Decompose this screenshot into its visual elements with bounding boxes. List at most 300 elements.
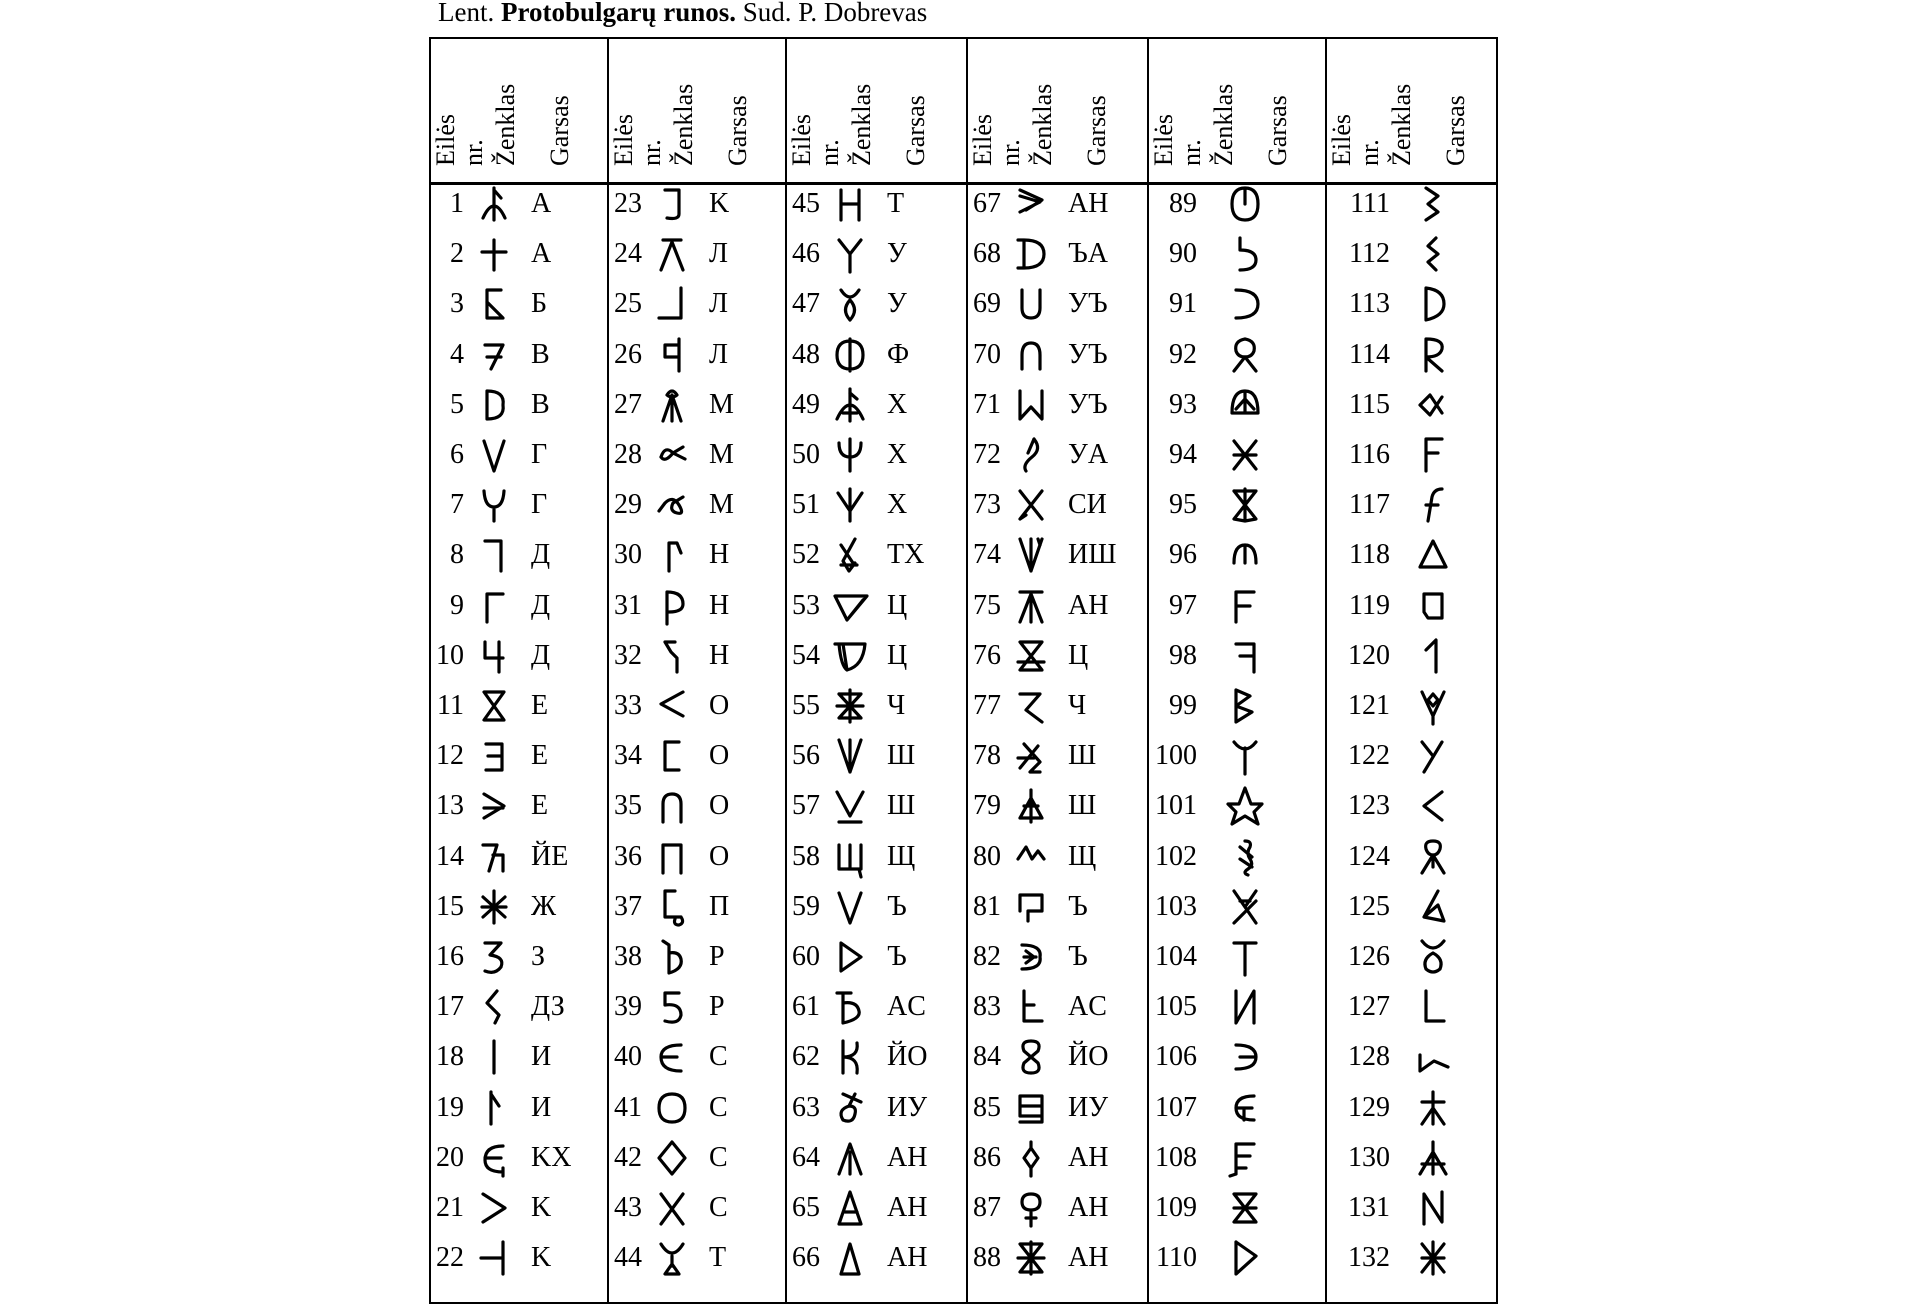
rune-44-icon-path xyxy=(661,1244,683,1274)
rune-sound: УЪ xyxy=(1068,388,1108,420)
rune-sound: AC xyxy=(1068,991,1107,1023)
rune-number: 69 xyxy=(973,288,1001,320)
table-row xyxy=(968,1133,1147,1183)
rune-128-icon-path xyxy=(1420,1055,1448,1071)
rune-number: 110 xyxy=(1156,1242,1197,1274)
rune-number: 68 xyxy=(973,238,1001,270)
rune-11-icon-path xyxy=(484,692,504,720)
rune-61-icon xyxy=(827,982,873,1032)
table-row xyxy=(787,832,966,882)
rune-33-icon-path xyxy=(661,692,683,716)
rune-sound: Л xyxy=(709,238,728,270)
rune-number: 118 xyxy=(1349,539,1390,571)
rune-123-icon xyxy=(1410,781,1456,831)
rune-77-icon-path xyxy=(1020,694,1042,722)
rune-22-icon-path xyxy=(481,1242,503,1274)
table-row xyxy=(431,1233,607,1283)
rune-number: 60 xyxy=(792,941,820,972)
rune-7-icon xyxy=(471,480,517,530)
rune-sound: Б xyxy=(531,288,548,320)
rune-number: 38 xyxy=(614,941,642,972)
column-group-6 xyxy=(1325,39,1496,1302)
rune-117-icon-path xyxy=(1426,489,1442,521)
caption-title: Protobulgarų runos. xyxy=(500,0,737,27)
table-row xyxy=(787,430,966,480)
rune-73-icon-path xyxy=(1020,491,1042,519)
rune-12-icon xyxy=(471,731,517,781)
rune-number: 23 xyxy=(614,188,642,219)
rune-9-icon-path xyxy=(487,594,503,622)
rune-sound: AH xyxy=(1068,1141,1109,1173)
rune-number: 59 xyxy=(792,890,820,922)
rune-number: 8 xyxy=(450,539,464,571)
rune-number: 121 xyxy=(1348,690,1390,721)
table-row xyxy=(1327,279,1496,329)
rune-35-icon xyxy=(649,781,695,831)
rune-number: 56 xyxy=(792,740,820,772)
rune-40-icon-path xyxy=(661,1045,681,1071)
rune-119-icon xyxy=(1410,581,1456,631)
table-row xyxy=(787,480,966,530)
rune-number: 39 xyxy=(614,991,642,1023)
rune-21-icon-path xyxy=(483,1194,505,1222)
rune-sound: ЪA xyxy=(1068,238,1108,270)
rune-24-icon-path xyxy=(661,240,683,270)
table-row xyxy=(431,1032,607,1082)
rune-75-icon-path xyxy=(1020,592,1042,622)
column-header xyxy=(1327,39,1496,185)
rune-number: 102 xyxy=(1155,840,1197,872)
table-row xyxy=(1327,581,1496,631)
rune-67-icon-path xyxy=(1020,190,1042,212)
rune-63-icon xyxy=(827,1083,873,1133)
table-row xyxy=(787,330,966,380)
rune-sound: ИУ xyxy=(1068,1091,1109,1123)
rune-number: 11 xyxy=(437,690,464,721)
rune-number: 20 xyxy=(436,1141,464,1173)
table-row xyxy=(609,731,785,781)
table-row xyxy=(1327,882,1496,932)
table-row xyxy=(787,530,966,580)
rune-15-icon-path xyxy=(482,891,506,923)
rune-number: 87 xyxy=(973,1192,1001,1223)
rune-number: 116 xyxy=(1349,439,1390,470)
rune-number: 76 xyxy=(973,639,1001,671)
table-row xyxy=(1327,681,1496,731)
rune-sound: X xyxy=(887,489,908,521)
table-row xyxy=(787,1133,966,1183)
rune-sound: Ъ xyxy=(887,941,907,972)
rune-66-icon xyxy=(827,1233,873,1283)
table-row xyxy=(787,982,966,1032)
rune-sound: Ъ xyxy=(1068,890,1088,922)
rune-sound: B xyxy=(531,338,550,370)
table-row xyxy=(431,430,607,480)
header-sign-label: Ženklas xyxy=(491,83,520,166)
rune-86-icon xyxy=(1008,1133,1054,1183)
rune-3-icon xyxy=(471,279,517,329)
rune-68-icon xyxy=(1008,229,1054,279)
table-row xyxy=(609,832,785,882)
rune-number: 1 xyxy=(450,188,464,219)
rune-93-icon-path xyxy=(1232,391,1258,413)
rune-number: 112 xyxy=(1349,238,1390,270)
rune-number: 53 xyxy=(792,589,820,621)
rune-number: 71 xyxy=(973,388,1001,420)
rune-sound: УЪ xyxy=(1068,338,1108,370)
rune-129-icon xyxy=(1410,1083,1456,1133)
rune-number: 5 xyxy=(450,388,464,420)
rune-67-icon xyxy=(1008,179,1054,229)
rune-sound: H xyxy=(709,589,730,621)
table-row xyxy=(968,1183,1147,1233)
header-number-label-2: nr. xyxy=(1355,139,1384,166)
rune-58-icon xyxy=(827,832,873,882)
rune-84-icon-path xyxy=(1023,1041,1039,1073)
rune-132-icon-path xyxy=(1422,1242,1444,1274)
rune-50-icon xyxy=(827,430,873,480)
rune-number: 100 xyxy=(1155,740,1197,772)
table-row xyxy=(1149,1233,1325,1283)
rune-number: 42 xyxy=(614,1141,642,1173)
rune-number: 114 xyxy=(1349,338,1390,370)
rune-69-icon-path xyxy=(1022,290,1040,318)
rune-number: 55 xyxy=(792,690,820,721)
rune-125-icon xyxy=(1410,882,1456,932)
rune-28-icon-path xyxy=(661,447,685,459)
rune-number: 31 xyxy=(614,589,642,621)
rune-68-icon-path xyxy=(1018,240,1044,268)
header-sound-label: Garsas xyxy=(901,95,930,166)
rune-sound: AH xyxy=(1068,589,1109,621)
table-row xyxy=(1149,179,1325,229)
rune-number: 108 xyxy=(1155,1141,1197,1173)
table-row xyxy=(1149,480,1325,530)
rune-108-icon xyxy=(1222,1133,1268,1183)
rune-number: 43 xyxy=(614,1192,642,1223)
rune-126-icon xyxy=(1410,932,1456,982)
rune-40-icon xyxy=(649,1032,695,1082)
rune-sound: H xyxy=(709,639,730,671)
rune-89-icon xyxy=(1222,179,1268,229)
rune-94-icon-path xyxy=(1234,441,1256,469)
table-row xyxy=(609,430,785,480)
rune-84-icon xyxy=(1008,1032,1054,1082)
table-row xyxy=(431,179,607,229)
rune-sound: AH xyxy=(887,1242,928,1274)
rune-104-icon xyxy=(1222,932,1268,982)
rune-sound: M xyxy=(709,489,734,521)
table-row xyxy=(431,581,607,631)
table-row xyxy=(1149,1083,1325,1133)
rune-113-icon xyxy=(1410,279,1456,329)
rune-sound: M xyxy=(709,388,734,420)
rune-number: 24 xyxy=(614,238,642,270)
rune-sound: Ч xyxy=(1068,690,1087,721)
rune-number: 99 xyxy=(1169,690,1197,721)
rune-124-icon-path xyxy=(1422,841,1444,873)
header-number-label: Eilės xyxy=(1327,114,1356,166)
header-sound-label: Garsas xyxy=(1082,95,1111,166)
rune-48-icon xyxy=(827,330,873,380)
rune-18-icon xyxy=(471,1032,517,1082)
rune-117-icon xyxy=(1410,480,1456,530)
rune-sound: T xyxy=(887,188,905,219)
rune-sound: K xyxy=(531,1242,552,1274)
header-number-label-2: nr. xyxy=(815,139,844,166)
rune-59-icon-path xyxy=(839,893,861,923)
rune-number: 119 xyxy=(1349,589,1390,621)
rune-number: 93 xyxy=(1169,388,1197,420)
rune-sound: Л xyxy=(709,338,728,370)
rune-number: 26 xyxy=(614,338,642,370)
table-row xyxy=(968,932,1147,982)
rune-82-icon xyxy=(1008,932,1054,982)
rune-number: 123 xyxy=(1348,790,1390,822)
rune-118-icon xyxy=(1410,530,1456,580)
rune-number: 73 xyxy=(973,489,1001,521)
rune-number: 83 xyxy=(973,991,1001,1023)
rune-number: 7 xyxy=(450,489,464,521)
rune-73-icon xyxy=(1008,480,1054,530)
table-row xyxy=(609,1083,785,1133)
table-row xyxy=(1149,1133,1325,1183)
rune-sound: У xyxy=(887,238,907,270)
rune-115-icon-path xyxy=(1420,395,1442,415)
rune-sound: ЙE xyxy=(531,840,569,872)
table-row xyxy=(1149,229,1325,279)
header-sound-label: Garsas xyxy=(1441,95,1470,166)
table-row xyxy=(968,832,1147,882)
column-group-4 xyxy=(966,39,1147,1302)
rune-88-icon-path xyxy=(1018,1242,1044,1274)
table-row xyxy=(431,932,607,982)
rune-74-icon-path xyxy=(1020,539,1042,571)
rune-85-icon-path xyxy=(1020,1096,1042,1122)
runes-table xyxy=(429,37,1498,1304)
rune-sound: O xyxy=(709,840,730,872)
rune-number: 91 xyxy=(1169,288,1197,320)
table-row xyxy=(1327,932,1496,982)
table-row xyxy=(1149,982,1325,1032)
rune-46-icon xyxy=(827,229,873,279)
rune-number: 10 xyxy=(436,639,464,671)
table-row xyxy=(609,530,785,580)
rune-54-icon xyxy=(827,631,873,681)
rune-8-icon-path xyxy=(485,541,501,571)
rune-38-icon-path xyxy=(663,941,681,973)
table-row xyxy=(1327,1183,1496,1233)
rune-32-icon-path xyxy=(665,642,677,672)
rune-49-icon xyxy=(827,380,873,430)
table-row xyxy=(431,330,607,380)
rune-number: 126 xyxy=(1348,941,1390,972)
rune-number: 125 xyxy=(1348,890,1390,922)
rune-107-icon-path xyxy=(1236,1096,1254,1120)
rune-7-icon-path xyxy=(484,491,504,521)
rune-sound: Д xyxy=(531,539,551,571)
rune-sound: E xyxy=(531,690,549,721)
rune-62-icon xyxy=(827,1032,873,1082)
rune-number: 109 xyxy=(1155,1192,1197,1223)
table-row xyxy=(968,1083,1147,1133)
rune-60-icon xyxy=(827,932,873,982)
rune-number: 66 xyxy=(792,1242,820,1274)
rune-sound: AH xyxy=(1068,1192,1109,1223)
rune-sound: У xyxy=(887,288,907,320)
rune-number: 111 xyxy=(1350,188,1390,219)
rune-sound: Д xyxy=(531,639,551,671)
rune-115-icon xyxy=(1410,380,1456,430)
rune-sound: УЪ xyxy=(1068,288,1108,320)
rune-99-icon xyxy=(1222,681,1268,731)
rune-sound: O xyxy=(709,690,730,721)
rune-sound: O xyxy=(709,790,730,822)
rune-65-icon-path xyxy=(839,1192,861,1224)
table-row xyxy=(609,781,785,831)
rune-55-icon xyxy=(827,681,873,731)
header-number-label: Eilės xyxy=(609,114,638,166)
rune-88-icon xyxy=(1008,1233,1054,1283)
rune-5-icon-path xyxy=(487,391,503,419)
rune-100-icon-path xyxy=(1234,742,1256,774)
rune-sound: ЙO xyxy=(1068,1041,1109,1073)
table-row xyxy=(609,581,785,631)
rune-109-icon xyxy=(1222,1183,1268,1233)
rune-number: 88 xyxy=(973,1242,1001,1274)
rune-number: 107 xyxy=(1155,1091,1197,1123)
rune-70-icon xyxy=(1008,330,1054,380)
rune-103-icon-path xyxy=(1234,891,1256,923)
column-header xyxy=(968,39,1147,185)
rune-number: 105 xyxy=(1155,991,1197,1023)
rune-96-icon xyxy=(1222,530,1268,580)
column-group-2 xyxy=(607,39,785,1302)
table-row xyxy=(609,1133,785,1183)
table-row xyxy=(431,631,607,681)
rune-120-icon xyxy=(1410,631,1456,681)
rune-23-icon xyxy=(649,179,695,229)
rune-number: 127 xyxy=(1348,991,1390,1023)
rune-sound: K xyxy=(531,1192,552,1223)
table-row xyxy=(609,882,785,932)
rune-15-icon xyxy=(471,882,517,932)
rune-76-icon xyxy=(1008,631,1054,681)
header-number-label: Eilės xyxy=(1149,114,1178,166)
rune-22-icon xyxy=(471,1233,517,1283)
rune-sound: Ш xyxy=(887,790,916,822)
rune-number: 103 xyxy=(1155,890,1197,922)
rune-91-icon xyxy=(1222,279,1268,329)
rune-121-icon xyxy=(1410,681,1456,731)
rune-number: 86 xyxy=(973,1141,1001,1173)
rune-39-icon-path xyxy=(665,993,681,1022)
rune-95-icon-path xyxy=(1234,489,1256,521)
rune-116-icon-path xyxy=(1426,439,1442,471)
rune-38-icon xyxy=(649,932,695,982)
rune-number: 12 xyxy=(436,740,464,772)
rune-82-icon-path xyxy=(1022,945,1040,969)
table-row xyxy=(787,1083,966,1133)
rune-6-icon xyxy=(471,430,517,480)
rune-5-icon xyxy=(471,380,517,430)
rune-number: 131 xyxy=(1348,1192,1390,1223)
rune-92-icon xyxy=(1222,330,1268,380)
rune-number: 25 xyxy=(614,288,642,320)
rune-sound: ИУ xyxy=(887,1091,928,1123)
rune-16-icon xyxy=(471,932,517,982)
header-number-label: Eilės xyxy=(968,114,997,166)
rune-sound: Ж xyxy=(531,890,557,922)
rune-number: 129 xyxy=(1348,1091,1390,1123)
table-row xyxy=(968,330,1147,380)
rune-27-icon-path xyxy=(663,391,681,421)
header-sign-label: Ženklas xyxy=(1387,83,1416,166)
rune-122-icon xyxy=(1410,731,1456,781)
rune-number: 98 xyxy=(1169,639,1197,671)
rune-114-icon xyxy=(1410,330,1456,380)
header-number-label-2: nr. xyxy=(459,139,488,166)
rune-2-icon xyxy=(471,229,517,279)
rune-number: 85 xyxy=(973,1091,1001,1123)
table-row xyxy=(1327,179,1496,229)
table-row xyxy=(1327,380,1496,430)
rune-sound: И xyxy=(531,1041,552,1073)
table-row xyxy=(787,882,966,932)
rune-89-icon-path xyxy=(1232,188,1258,220)
rune-47-icon xyxy=(827,279,873,329)
table-row xyxy=(431,781,607,831)
rune-9-icon xyxy=(471,581,517,631)
rune-126-icon-path xyxy=(1422,941,1444,972)
rune-90-icon-path xyxy=(1240,238,1256,270)
rune-number: 36 xyxy=(614,840,642,872)
table-row xyxy=(968,581,1147,631)
rune-14-icon xyxy=(471,832,517,882)
rune-12-icon-path xyxy=(486,744,502,770)
rune-14-icon-path xyxy=(483,845,503,871)
rune-number: 78 xyxy=(973,740,1001,772)
table-row xyxy=(787,1032,966,1082)
rune-27-icon xyxy=(649,380,695,430)
rune-26-icon xyxy=(649,330,695,380)
table-row xyxy=(1327,430,1496,480)
rune-17-icon xyxy=(471,982,517,1032)
rune-70-icon-path xyxy=(1022,343,1040,369)
rune-2-icon-path xyxy=(482,240,506,270)
table-row xyxy=(431,1183,607,1233)
rune-number: 82 xyxy=(973,941,1001,972)
table-row xyxy=(609,932,785,982)
rune-111-icon xyxy=(1410,179,1456,229)
rune-number: 46 xyxy=(792,238,820,270)
rune-number: 14 xyxy=(436,840,464,872)
rune-sound: Л xyxy=(709,288,728,320)
rune-10-icon xyxy=(471,631,517,681)
rune-sound: X xyxy=(887,388,908,420)
rune-31-icon xyxy=(649,581,695,631)
rune-102-icon xyxy=(1222,832,1268,882)
rune-sound: Г xyxy=(531,439,548,470)
column-header xyxy=(787,39,966,185)
table-row xyxy=(787,380,966,430)
rune-sound: AH xyxy=(1068,188,1109,219)
table-row xyxy=(1327,982,1496,1032)
rune-112-icon-path xyxy=(1428,238,1438,270)
rune-number: 132 xyxy=(1348,1242,1390,1274)
table-row xyxy=(609,1032,785,1082)
rune-128-icon xyxy=(1410,1032,1456,1082)
